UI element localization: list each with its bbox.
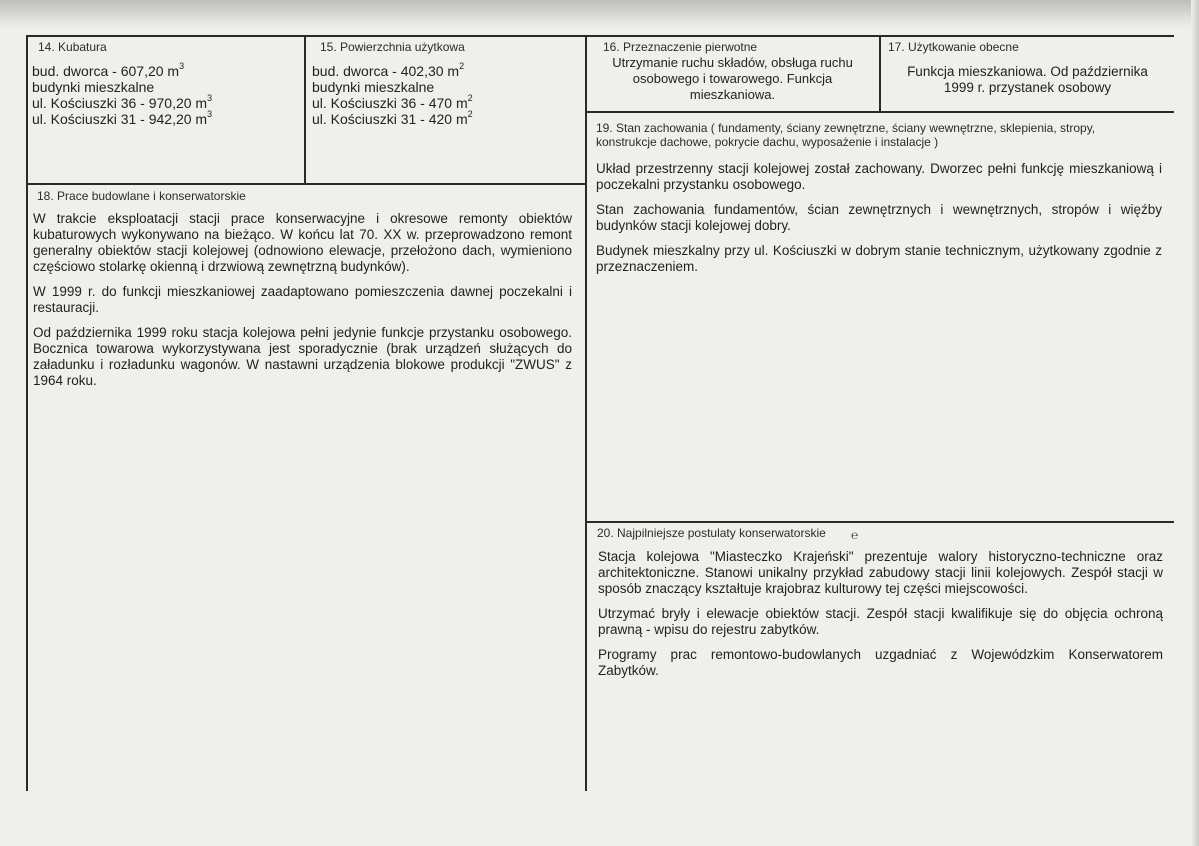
- section-17-title: 17. Użytkowanie obecne: [888, 40, 1019, 54]
- s15-line-3: ul. Kościuszki 36 - 470 $m^2$: [312, 93, 473, 111]
- s15-line-2: budynki mieszkalne: [312, 79, 435, 95]
- s20-paragraph-3: Programy prac remontowo-budowlanych uzgadniać z Wojewódzkim Konserwatorem Zabytków.: [598, 647, 1163, 678]
- section-17-text: Funkcja mieszkaniowa. Od października 1999 r. przystanek osobowy: [907, 64, 1148, 95]
- scan-top-shadow: [0, 0, 1199, 30]
- divider-14-15: [304, 35, 306, 184]
- s14-line-3: ul. Kościuszki 36 - 970,20 $m^3$: [32, 93, 213, 111]
- s20-paragraph-1: Stacja kolejowa "Miasteczko Krajeński" prezentuje walory historyczno-techniczne oraz architektoniczne. Stanowi unikalny przykład zabudowy stacji linii kolejowych. Zespół stacji w sposób znaczący kształtuje krajobraz kulturowy tej części miejscowości.: [598, 549, 1163, 596]
- section-20-title: 20. Najpilniejsze postulaty konserwatorskie: [597, 526, 826, 540]
- s14-line-4: ul. Kościuszki 31 - 942,20 $m^3$: [32, 109, 213, 127]
- section-15-title: 15. Powierzchnia użytkowa: [320, 40, 465, 54]
- divider-14-18: [26, 183, 586, 185]
- s15-line-4: ul. Kościuszki 31 - 420 $m^2$: [312, 109, 473, 127]
- s19-paragraph-2: Stan zachowania fundamentów, ścian zewnętrznych i wewnętrznych, stropów i więźby budynków stacji kolejowej dobry.: [596, 202, 1162, 233]
- s18-paragraph-2: W 1999 r. do funkcji mieszkaniowej zaadaptowano pomieszczenia dawnej poczekalni i restauracji.: [33, 284, 572, 315]
- divider-16-17: [879, 35, 881, 112]
- section-16-title: 16. Przeznaczenie pierwotne: [603, 40, 758, 54]
- section-19-body: [596, 161, 1162, 284]
- s20-paragraph-2: Utrzymać bryły i elewacje obiektów stacji. Zespół stacji kwalifikuje się do objęcia ochroną prawną - wpisu do rejestru zabytków.: [598, 606, 1163, 637]
- s18-paragraph-1: W trakcie eksploatacji stacji prace konserwacyjne i okresowe remonty obiektów kubaturowych wykonywano na bieżąco. W końcu lat 70. XX w. przeprowadzono remont generalny obiektów stacji kolejowej (odnowiono elewacje, przełożono dach, wymieniono częściowo stolarkę okienną i drzwiową zewnętrzną budynków).: [33, 211, 572, 274]
- section-15-body: [312, 63, 580, 127]
- s19-paragraph-3: Budynek mieszkalny przy ul. Kościuszki w dobrym stanie technicznym, użytkowany zgodnie z przeznaczeniem.: [596, 243, 1162, 274]
- section-20-body: [598, 549, 1163, 688]
- scan-right-shadow: [1191, 0, 1199, 846]
- s19-paragraph-1: Układ przestrzenny stacji kolejowej został zachowany. Dworzec pełni funkcję mieszkaniową i poczekalni przystanku osobowego.: [596, 161, 1162, 192]
- section-16-text: Utrzymanie ruchu składów, obsługa ruchu osobowego i towarowego. Funkcja mieszkaniowa.: [612, 55, 853, 102]
- s14-line-2: budynki mieszkalne: [32, 79, 155, 95]
- s14-line-1: bud. dworca - 607,20 $m^3$: [32, 61, 185, 79]
- divider-17-19: [585, 111, 1174, 113]
- s15-line-1: bud. dworca - 402,30 $m^2$: [312, 61, 465, 79]
- section-18-title: 18. Prace budowlane i konserwatorskie: [37, 189, 246, 203]
- top-border: [26, 35, 1174, 37]
- section-19-title: 19. Stan zachowania ( fundamenty, ściany zewnętrzne, ściany wewnętrzne, sklepienia, stropy, konstrukcje dachowe, pokrycie dachu, wyposażenie i instalacje ): [596, 121, 1096, 149]
- section-14-body: [32, 63, 300, 127]
- center-divider: [585, 35, 587, 791]
- handwritten-correction-mark: ℮: [851, 528, 859, 542]
- section-14-title: 14. Kubatura: [38, 40, 107, 54]
- section-18-body: [33, 211, 572, 398]
- s18-paragraph-3: Od października 1999 roku stacja kolejowa pełni jedynie funkcje przystanku osobowego. Bocznica towarowa wykorzystywana jest sporadycznie (brak urządzeń służących do załadunku i rozładunku wagonów. W nastawni urządzenia blokowe produkcji "ZWUS" z 1964 roku.: [33, 325, 572, 388]
- left-border: [26, 35, 28, 791]
- divider-19-20: [585, 521, 1174, 523]
